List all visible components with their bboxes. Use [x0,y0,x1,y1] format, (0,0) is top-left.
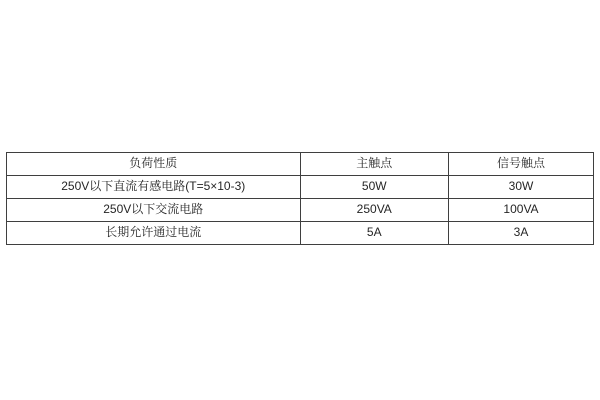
cell-continuous-signal-contact-rating: 3A [449,222,594,245]
table-row [7,199,594,222]
cell-continuous-current: 长期允许通过电流 [7,222,301,245]
table-row [7,222,594,245]
cell-ac-circuit: 250V以下交流电路 [7,199,301,222]
cell-dc-main-contact-rating: 50W [300,176,449,199]
cell-ac-signal-contact-rating: 100VA [449,199,594,222]
table-row [7,176,594,199]
header-load-nature: 负荷性质 [7,153,301,176]
header-main-contact: 主触点 [300,153,449,176]
cell-continuous-main-contact-rating: 5A [300,222,449,245]
load-spec-table [6,152,594,245]
header-signal-contact: 信号触点 [449,153,594,176]
cell-dc-signal-contact-rating: 30W [449,176,594,199]
cell-ac-main-contact-rating: 250VA [300,199,449,222]
table-header-row [7,153,594,176]
cell-dc-inductive-circuit: 250V以下直流有感电路(T=5×10-3) [7,176,301,199]
